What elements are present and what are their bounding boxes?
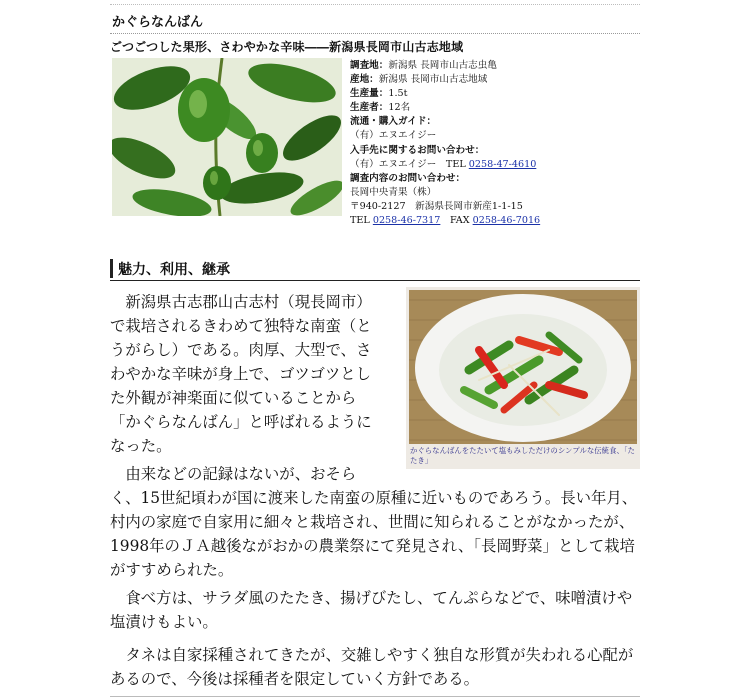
pepper-plant-photo [112, 58, 342, 216]
page-title: かぐらなんばん [112, 15, 204, 30]
paragraph-4: タネは自家採種されてきたが、交雑しやすく独自な形質が失われる心配があるので、今後は採種者を限定していく方針である。 [110, 646, 634, 688]
yield-value: 1.5t [388, 88, 408, 100]
paragraph-2-first-line: 由来などの記録はないが、おそら [110, 465, 357, 483]
paragraph-2: く、15世紀頃わが国に渡来した南蛮の原種に近いものであろう。長い年月、村内の家庭で自家用に細々と栽培され、世間に知られることがなかったが、1998年のＪＡ越後ながおかの農業祭にて発見され、「長岡野菜」として栽培がすすめられた。 [110, 489, 638, 579]
paragraph-1-line: で栽培されるきわめて独特な南蛮（と [110, 317, 372, 335]
inquiry-fax-link[interactable]: 0258-46-7016 [472, 215, 541, 227]
paragraph-1 [110, 290, 402, 458]
bottom-divider [110, 696, 640, 697]
contact-label: 入手先に関するお問い合わせ： [350, 144, 485, 156]
origin-value: 新潟県 長岡市山古志地域 [378, 74, 488, 86]
paragraph-1-line: うがらし）である。肉厚、大型で、さ [110, 341, 372, 359]
guide-value: （有）エヌエイジー [350, 130, 437, 142]
section-heading [110, 256, 640, 281]
growers-label: 生産者： [350, 102, 389, 114]
origin-label: 産地： [350, 74, 379, 86]
contact-org: （有）エヌエイジー TEL [350, 158, 466, 170]
paragraph-1-line: なった。 [110, 437, 172, 455]
paragraph-1-line: わやかな辛味が身上で、ゴツゴツとし [110, 365, 372, 383]
yield-label: 生産量： [350, 88, 389, 100]
tataki-dish-image [409, 290, 637, 444]
inquiry-tel-label: TEL [350, 215, 370, 227]
section-marker [110, 259, 113, 278]
photo-caption: かぐらなんばんをたたいて塩もみしただけのシンプルな伝統食、「たたき」 [410, 446, 635, 465]
title-bar [110, 4, 640, 34]
info-box [350, 59, 640, 228]
paragraph-1-line: 「かぐらなんばん」と呼ばれるように [110, 413, 372, 431]
paragraph-3: 食べ方は、サラダ風のたたき、揚げびたし、てんぷらなどで、味噌漬けや塩漬けもよい。 [110, 589, 633, 631]
survey-value: 新潟県 長岡市山古志虫亀 [388, 60, 497, 71]
inquiry-tel-link[interactable]: 0258-46-7317 [372, 215, 441, 227]
article-subtitle: ごつごつした果形、さわやかな辛味――新潟県長岡市山古志地域 [110, 40, 464, 54]
tataki-photo [409, 290, 637, 444]
paragraph-1-line: た外観が神楽面に似ていることから [110, 389, 357, 407]
tataki-photo-box [406, 287, 640, 469]
guide-label: 流通・購入ガイド： [350, 116, 437, 128]
survey-label: 調査地： [350, 60, 389, 71]
paragraph-1-line: 新潟県古志郡山古志村（現長岡市） [110, 293, 372, 311]
section-heading-text: 魅力、利用、継承 [118, 262, 230, 278]
inquiry-label: 調査内容のお問い合わせ： [350, 172, 466, 184]
pepper-plant-image [112, 58, 342, 216]
inquiry-org: 長岡中央青果（株） [350, 186, 437, 198]
inquiry-address: 〒940-2127 新潟県長岡市新産1-1-15 [350, 200, 523, 212]
inquiry-fax-label: FAX [449, 215, 470, 227]
growers-value: 12名 [388, 102, 411, 114]
contact-tel-link[interactable]: 0258-47-4610 [468, 158, 537, 170]
